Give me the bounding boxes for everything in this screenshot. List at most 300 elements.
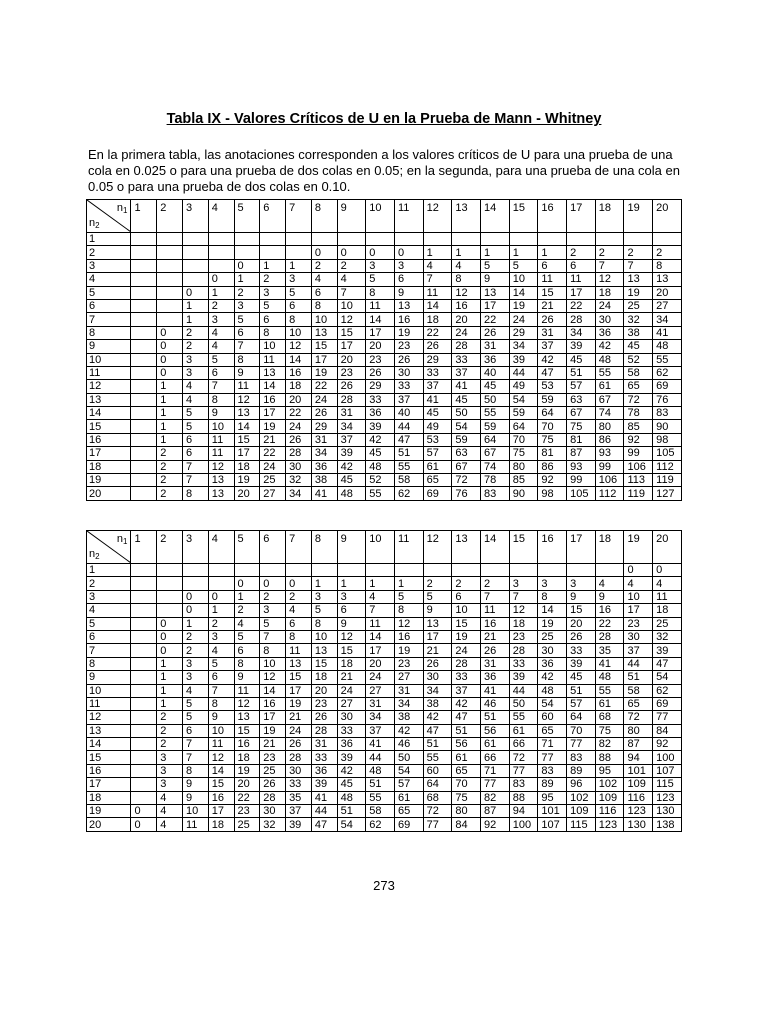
- critical-value-cell: 57: [567, 380, 596, 393]
- critical-value-cell: 15: [234, 724, 260, 737]
- critical-value-cell: 45: [481, 380, 510, 393]
- critical-value-cell: 72: [452, 474, 481, 487]
- critical-value-cell: 7: [183, 460, 209, 473]
- critical-value-cell: 105: [653, 447, 682, 460]
- column-header-n1: 7: [286, 200, 312, 233]
- critical-value-cell: 23: [394, 657, 423, 670]
- critical-value-cell: 36: [337, 738, 366, 751]
- critical-value-cell: 14: [260, 684, 286, 697]
- critical-value-cell: 15: [311, 340, 337, 353]
- column-header-n1: 18: [595, 200, 624, 233]
- critical-value-cell: 92: [653, 738, 682, 751]
- critical-value-cell: 29: [423, 353, 452, 366]
- critical-value-cell: 31: [311, 433, 337, 446]
- critical-value-cell: 109: [595, 791, 624, 804]
- critical-value-cell: 32: [653, 630, 682, 643]
- table-row: [87, 738, 682, 751]
- column-header-n1: 5: [234, 200, 260, 233]
- critical-value-cell: 6: [567, 259, 596, 272]
- critical-value-cell: 8: [260, 644, 286, 657]
- critical-value-cell: 8: [208, 697, 234, 710]
- critical-value-cell: 23: [234, 805, 260, 818]
- critical-value-cell: 0: [183, 604, 209, 617]
- critical-value-cell: 51: [481, 711, 510, 724]
- critical-value-cell: 0: [157, 630, 183, 643]
- column-header-n1: 8: [311, 200, 337, 233]
- critical-value-cell: 36: [595, 326, 624, 339]
- critical-value-cell: 41: [311, 487, 337, 500]
- critical-value-cell: [131, 474, 157, 487]
- critical-value-cell: 92: [481, 818, 510, 831]
- critical-value-cell: 6: [234, 326, 260, 339]
- critical-value-cell: [481, 233, 510, 246]
- critical-value-cell: 48: [337, 487, 366, 500]
- critical-value-cell: 5: [234, 313, 260, 326]
- critical-value-cell: 8: [260, 326, 286, 339]
- row-header-n2: 6: [87, 299, 131, 312]
- critical-value-cell: 7: [183, 474, 209, 487]
- row-header-n2: 12: [87, 711, 131, 724]
- row-header-n2: 11: [87, 366, 131, 379]
- critical-value-cell: 64: [509, 420, 538, 433]
- critical-value-cell: 4: [208, 644, 234, 657]
- critical-value-cell: 0: [311, 246, 337, 259]
- n2-label: [89, 548, 100, 561]
- critical-value-cell: 37: [337, 433, 366, 446]
- critical-value-cell: [183, 233, 209, 246]
- critical-value-cell: 85: [509, 474, 538, 487]
- critical-value-cell: 2: [183, 630, 209, 643]
- critical-value-cell: 88: [595, 751, 624, 764]
- critical-value-cell: [366, 564, 395, 577]
- critical-value-cell: [131, 644, 157, 657]
- critical-value-cell: 62: [394, 487, 423, 500]
- table-row: [87, 657, 682, 670]
- critical-value-cell: 26: [260, 778, 286, 791]
- critical-value-cell: 29: [366, 380, 395, 393]
- table-row: [87, 407, 682, 420]
- critical-value-cell: 64: [538, 407, 567, 420]
- critical-value-cell: 10: [452, 604, 481, 617]
- critical-value-cell: 23: [509, 630, 538, 643]
- critical-value-cell: 5: [260, 299, 286, 312]
- critical-value-cell: 80: [595, 420, 624, 433]
- critical-value-cell: 24: [286, 724, 312, 737]
- table-row: [87, 353, 682, 366]
- critical-value-cell: 36: [366, 407, 395, 420]
- critical-value-cell: 34: [653, 313, 682, 326]
- critical-value-cell: 7: [260, 630, 286, 643]
- critical-value-cell: 44: [509, 684, 538, 697]
- critical-value-cell: [260, 246, 286, 259]
- critical-value-cell: 83: [538, 764, 567, 777]
- critical-value-cell: 4: [653, 577, 682, 590]
- critical-value-cell: 86: [595, 433, 624, 446]
- critical-value-cell: [595, 233, 624, 246]
- critical-value-cell: 2: [624, 246, 653, 259]
- critical-value-cell: 21: [423, 644, 452, 657]
- critical-value-cell: 22: [567, 299, 596, 312]
- critical-value-cell: [234, 233, 260, 246]
- critical-value-cell: 10: [208, 420, 234, 433]
- critical-value-cell: 77: [509, 764, 538, 777]
- critical-value-cell: 1: [509, 246, 538, 259]
- table-row: [87, 684, 682, 697]
- critical-value-cell: 3: [260, 604, 286, 617]
- corner-header-cell: [87, 200, 131, 233]
- critical-value-cell: 0: [183, 286, 209, 299]
- critical-value-cell: 24: [337, 684, 366, 697]
- critical-value-cell: 14: [208, 764, 234, 777]
- critical-value-cell: 6: [311, 286, 337, 299]
- column-header-n1: 11: [394, 531, 423, 564]
- critical-value-cell: 30: [337, 711, 366, 724]
- critical-value-cell: 16: [260, 697, 286, 710]
- critical-value-cell: [452, 564, 481, 577]
- critical-value-cell: 38: [311, 474, 337, 487]
- critical-value-cell: 50: [452, 407, 481, 420]
- critical-value-cell: 2: [183, 326, 209, 339]
- column-header-n1: 20: [653, 531, 682, 564]
- critical-value-cell: 74: [481, 460, 510, 473]
- critical-value-cell: 4: [183, 380, 209, 393]
- row-header-n2: 7: [87, 644, 131, 657]
- critical-value-cell: 98: [653, 433, 682, 446]
- critical-value-cell: 36: [481, 353, 510, 366]
- column-header-n1: 13: [452, 531, 481, 564]
- critical-value-cell: 17: [286, 684, 312, 697]
- critical-value-cell: 33: [452, 671, 481, 684]
- critical-value-cell: 1: [157, 380, 183, 393]
- critical-value-cell: 8: [183, 764, 209, 777]
- critical-value-cell: 6: [260, 313, 286, 326]
- n2-letter: n: [89, 217, 96, 229]
- critical-value-cell: 20: [286, 393, 312, 406]
- critical-value-cell: 58: [624, 366, 653, 379]
- critical-value-cell: 22: [311, 380, 337, 393]
- critical-value-cell: 25: [653, 617, 682, 630]
- critical-value-cell: 53: [538, 380, 567, 393]
- critical-value-cell: 84: [452, 818, 481, 831]
- critical-value-cell: 33: [452, 353, 481, 366]
- row-header-n2: 1: [87, 564, 131, 577]
- critical-value-cell: [538, 564, 567, 577]
- critical-value-cell: 53: [423, 433, 452, 446]
- page-number: 273: [373, 878, 395, 893]
- critical-value-cell: 39: [337, 751, 366, 764]
- critical-value-cell: 20: [452, 313, 481, 326]
- critical-value-cell: 1: [183, 313, 209, 326]
- table-row: [87, 644, 682, 657]
- critical-value-cell: 37: [538, 340, 567, 353]
- critical-value-cell: 24: [452, 644, 481, 657]
- critical-value-cell: 7: [337, 286, 366, 299]
- critical-value-cell: 5: [481, 259, 510, 272]
- critical-value-cell: 0: [234, 577, 260, 590]
- row-header-n2: 4: [87, 604, 131, 617]
- critical-value-cell: [131, 791, 157, 804]
- critical-value-cell: 47: [538, 366, 567, 379]
- critical-value-cell: 23: [337, 366, 366, 379]
- critical-value-cell: 21: [481, 630, 510, 643]
- critical-value-cell: [538, 233, 567, 246]
- critical-value-cell: 57: [394, 778, 423, 791]
- column-header-n1: 12: [423, 531, 452, 564]
- critical-value-cell: 3: [234, 299, 260, 312]
- critical-value-cell: 8: [286, 630, 312, 643]
- critical-value-cell: 78: [481, 474, 510, 487]
- critical-value-cell: [394, 233, 423, 246]
- critical-value-cell: 77: [567, 738, 596, 751]
- critical-value-cell: [131, 380, 157, 393]
- critical-value-cell: [157, 577, 183, 590]
- critical-value-cell: 55: [366, 487, 395, 500]
- critical-value-cell: 2: [452, 577, 481, 590]
- critical-value-cell: [131, 393, 157, 406]
- critical-value-cell: [131, 564, 157, 577]
- critical-value-cell: 46: [394, 738, 423, 751]
- critical-value-cell: 3: [509, 577, 538, 590]
- critical-value-cell: 15: [337, 644, 366, 657]
- critical-value-cell: 15: [337, 326, 366, 339]
- critical-value-cell: 37: [452, 366, 481, 379]
- critical-value-cell: [311, 233, 337, 246]
- critical-value-cell: 2: [157, 711, 183, 724]
- critical-value-cell: 62: [653, 684, 682, 697]
- critical-value-cell: 34: [366, 711, 395, 724]
- critical-value-cell: 41: [653, 326, 682, 339]
- critical-value-cell: 112: [653, 460, 682, 473]
- critical-value-cell: 44: [394, 420, 423, 433]
- critical-value-cell: 42: [452, 697, 481, 710]
- critical-value-cell: 66: [481, 751, 510, 764]
- critical-value-cell: 26: [286, 738, 312, 751]
- critical-value-cell: 4: [208, 340, 234, 353]
- critical-value-cell: 28: [286, 751, 312, 764]
- row-header-n2: 20: [87, 818, 131, 831]
- critical-value-cell: 2: [311, 259, 337, 272]
- critical-value-cell: 24: [366, 671, 395, 684]
- critical-value-cell: [286, 233, 312, 246]
- critical-value-cell: 59: [509, 407, 538, 420]
- critical-value-cell: 87: [567, 447, 596, 460]
- table-row: [87, 393, 682, 406]
- table-row: [87, 724, 682, 737]
- row-header-n2: 10: [87, 684, 131, 697]
- critical-value-cell: 42: [394, 724, 423, 737]
- critical-value-cell: [337, 564, 366, 577]
- row-header-n2: 5: [87, 286, 131, 299]
- table-row: [87, 564, 682, 577]
- critical-value-cell: 51: [423, 738, 452, 751]
- critical-value-cell: 1: [394, 577, 423, 590]
- critical-value-cell: [509, 233, 538, 246]
- critical-value-cell: 16: [595, 604, 624, 617]
- critical-value-cell: 13: [234, 711, 260, 724]
- critical-value-cell: 6: [452, 590, 481, 603]
- critical-value-cell: 23: [366, 353, 395, 366]
- page-title: Tabla IX - Valores Críticos de U en la Prueba de Mann - Whitney: [166, 111, 602, 127]
- critical-value-cell: 82: [481, 791, 510, 804]
- critical-value-cell: 28: [260, 791, 286, 804]
- critical-value-cell: 15: [311, 657, 337, 670]
- critical-value-cell: [131, 684, 157, 697]
- critical-value-cell: 4: [366, 590, 395, 603]
- critical-value-cell: 101: [538, 805, 567, 818]
- critical-value-cell: 2: [208, 299, 234, 312]
- critical-value-cell: [423, 564, 452, 577]
- n2-subscript: 2: [95, 552, 100, 561]
- critical-value-cell: 5: [234, 630, 260, 643]
- critical-value-cell: 24: [452, 326, 481, 339]
- column-header-n1: 4: [208, 531, 234, 564]
- row-header-n2: 13: [87, 393, 131, 406]
- critical-value-cell: 31: [311, 738, 337, 751]
- critical-value-cell: 82: [595, 738, 624, 751]
- critical-value-cell: 81: [538, 447, 567, 460]
- critical-value-cell: 26: [538, 313, 567, 326]
- critical-value-cell: [131, 326, 157, 339]
- critical-value-cell: 1: [234, 273, 260, 286]
- critical-value-cell: 2: [653, 246, 682, 259]
- critical-value-cell: 123: [653, 791, 682, 804]
- critical-value-cell: 4: [423, 259, 452, 272]
- critical-value-cell: 35: [595, 644, 624, 657]
- critical-value-cell: [131, 407, 157, 420]
- critical-value-cell: 26: [311, 407, 337, 420]
- row-header-n2: 6: [87, 630, 131, 643]
- column-header-n1: 20: [653, 200, 682, 233]
- column-header-n1: 3: [183, 200, 209, 233]
- critical-value-cell: 11: [234, 684, 260, 697]
- critical-value-cell: 20: [366, 657, 395, 670]
- table-row: [87, 233, 682, 246]
- critical-value-cell: 60: [538, 711, 567, 724]
- critical-value-cell: 0: [183, 590, 209, 603]
- critical-value-cell: 31: [366, 697, 395, 710]
- table-row: [87, 791, 682, 804]
- critical-value-cell: [131, 447, 157, 460]
- column-header-n1: 8: [311, 531, 337, 564]
- row-header-n2: 18: [87, 460, 131, 473]
- critical-value-cell: 45: [452, 393, 481, 406]
- critical-value-cell: 45: [624, 340, 653, 353]
- row-header-n2: 18: [87, 791, 131, 804]
- critical-value-cell: 22: [481, 313, 510, 326]
- critical-value-cell: [131, 487, 157, 500]
- critical-value-cell: 7: [183, 738, 209, 751]
- critical-value-cell: 21: [260, 433, 286, 446]
- critical-value-cell: 25: [260, 764, 286, 777]
- critical-value-cell: 45: [337, 778, 366, 791]
- critical-value-cell: [567, 564, 596, 577]
- critical-value-cell: 56: [481, 724, 510, 737]
- critical-value-cell: 1: [157, 420, 183, 433]
- table-row: [87, 433, 682, 446]
- row-header-n2: 5: [87, 617, 131, 630]
- critical-value-cell: 7: [208, 380, 234, 393]
- critical-value-cell: [131, 286, 157, 299]
- critical-value-cell: 2: [157, 724, 183, 737]
- critical-value-cell: 17: [366, 644, 395, 657]
- critical-value-cell: 13: [423, 617, 452, 630]
- critical-value-cell: 27: [337, 697, 366, 710]
- row-header-n2: 16: [87, 433, 131, 446]
- critical-value-cell: 44: [624, 657, 653, 670]
- row-header-n2: 3: [87, 259, 131, 272]
- critical-value-cell: 3: [157, 751, 183, 764]
- critical-value-cell: 49: [423, 420, 452, 433]
- critical-value-cell: 37: [366, 724, 395, 737]
- critical-value-cell: 20: [653, 286, 682, 299]
- critical-value-cell: [208, 577, 234, 590]
- critical-value-cell: 12: [337, 630, 366, 643]
- critical-value-cell: 3: [183, 657, 209, 670]
- critical-value-cell: 14: [366, 630, 395, 643]
- row-header-n2: 2: [87, 577, 131, 590]
- critical-value-cell: 58: [394, 474, 423, 487]
- critical-value-cell: 18: [286, 380, 312, 393]
- critical-value-cell: 77: [653, 711, 682, 724]
- column-header-n1: 19: [624, 531, 653, 564]
- column-header-n1: 7: [286, 531, 312, 564]
- critical-value-cell: 1: [481, 246, 510, 259]
- critical-value-cell: 3: [260, 286, 286, 299]
- column-header-n1: 10: [366, 531, 395, 564]
- critical-value-cell: 2: [481, 577, 510, 590]
- critical-value-cell: 46: [481, 697, 510, 710]
- critical-value-cell: 42: [423, 711, 452, 724]
- row-header-n2: 14: [87, 407, 131, 420]
- critical-value-cell: 17: [311, 353, 337, 366]
- critical-value-cell: 15: [538, 286, 567, 299]
- critical-value-cell: 100: [509, 818, 538, 831]
- critical-value-cell: 26: [337, 380, 366, 393]
- critical-value-cell: 3: [567, 577, 596, 590]
- critical-value-cell: 61: [394, 791, 423, 804]
- critical-value-cell: 17: [567, 286, 596, 299]
- n1-letter: n: [116, 202, 124, 214]
- critical-value-cell: [183, 259, 209, 272]
- critical-value-cell: [131, 366, 157, 379]
- critical-value-cell: 5: [423, 590, 452, 603]
- critical-value-cell: 11: [653, 590, 682, 603]
- critical-value-cell: 10: [183, 805, 209, 818]
- critical-value-cell: 94: [624, 751, 653, 764]
- critical-value-cell: 3: [208, 313, 234, 326]
- critical-value-cell: 21: [337, 671, 366, 684]
- critical-value-cell: 99: [624, 447, 653, 460]
- critical-value-cell: 112: [595, 487, 624, 500]
- table-row: [87, 326, 682, 339]
- column-header-n1: 10: [366, 200, 395, 233]
- column-header-n1: 6: [260, 531, 286, 564]
- critical-value-cell: 90: [653, 420, 682, 433]
- critical-value-cell: [567, 233, 596, 246]
- row-header-n2: 2: [87, 246, 131, 259]
- critical-value-cell: [286, 246, 312, 259]
- critical-value-cell: 54: [509, 393, 538, 406]
- critical-value-cell: 42: [538, 671, 567, 684]
- table-row: [87, 487, 682, 500]
- critical-value-cell: 69: [653, 380, 682, 393]
- critical-value-cell: 4: [452, 259, 481, 272]
- critical-value-cell: 93: [595, 447, 624, 460]
- critical-value-cell: 59: [452, 433, 481, 446]
- table-row: [87, 764, 682, 777]
- row-header-n2: 9: [87, 340, 131, 353]
- critical-value-cell: 48: [366, 460, 395, 473]
